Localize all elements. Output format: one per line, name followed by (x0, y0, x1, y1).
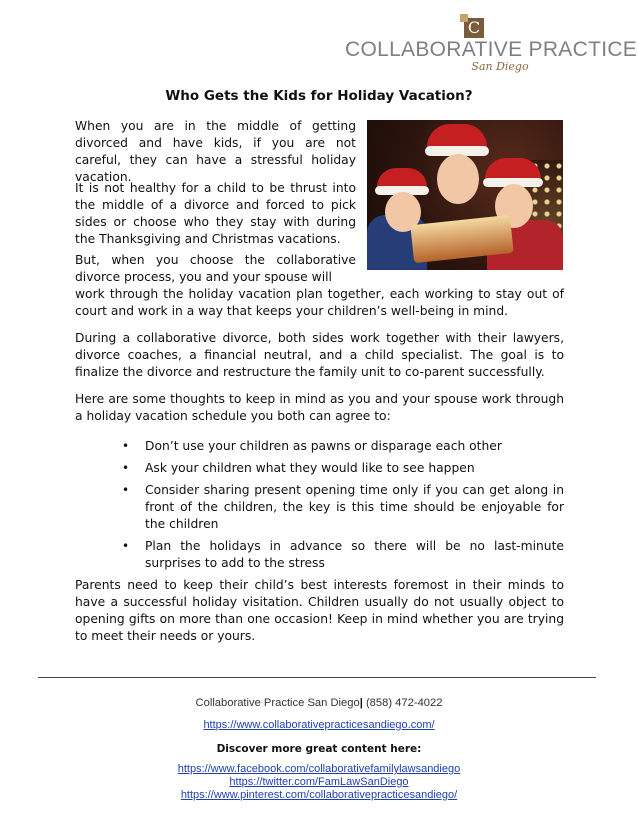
family-holiday-photo (367, 120, 563, 270)
contact-name: Collaborative Practice San Diego (195, 697, 360, 709)
list-item: • Plan the holidays in advance so there will be no last-minute surprises to add to the stress (120, 538, 564, 572)
list-item: • Ask your children what they would like to see happen (120, 460, 564, 477)
pinterest-link[interactable]: https://www.pinterest.com/collaborativepracticesandiego/ (180, 789, 458, 801)
paragraph-4: During a collaborative divorce, both sides work together with their lawyers, divorce coaches, a financial neutral, and a child specialist. The goal is to finalize the divorce and restructure the family unit to co-parent successfully. (75, 331, 564, 379)
paragraph-5: Here are some thoughts to keep in mind as you and your spouse work through a holiday vacation schedule you both can agree to: (75, 392, 564, 423)
contact-phone: (858) 472-4022 (362, 697, 443, 709)
paragraph-3-end: work through the holiday vacation plan together, each working to stay out of court and work in a way that keeps your children’s well-being in mind. (75, 287, 564, 318)
footer-website-row (0, 713, 638, 732)
list-item: • Don’t use your children as pawns or disparage each other (120, 438, 564, 455)
brand-logo (345, 18, 638, 73)
logo-mark: C (464, 18, 484, 38)
list-item: • Consider sharing present opening time only if you can get along in front of the children, the key is this time should be enjoyable for the children (120, 482, 564, 533)
paragraph-6: Parents need to keep their child’s best interests foremost in their minds to have a successful holiday visitation. Children usually do not usually object to opening gifts on more than one occasion! Keep in mind whether you are trying to meet their needs or yours. (75, 578, 564, 643)
logo-subtitle: San Diego (471, 60, 529, 73)
mother-face (437, 154, 479, 204)
twitter-link[interactable]: https://twitter.com/FamLawSanDiego (229, 776, 409, 788)
website-link[interactable]: https://www.collaborativepracticesandiego.com/ (203, 719, 435, 731)
discover-heading: Discover more great content here: (216, 743, 422, 755)
footer-pinterest-row (0, 783, 638, 802)
paragraph-3-start: But, when you choose the collaborative divorce process, you and your spouse will (75, 253, 356, 284)
footer-contact (0, 697, 638, 709)
page-title: Who Gets the Kids for Holiday Vacation? (165, 88, 473, 104)
contact-separator: | (359, 697, 363, 709)
paragraph-2: It is not healthy for a child to be thrust into the middle of a divorce and forced to pick sides or choose who they stay with during the Thanksgiving and Christmas vacations. (75, 181, 356, 246)
paragraph-1: When you are in the middle of getting divorced and have kids, if you are not careful, they can have a stressful holiday vacation. (75, 119, 356, 184)
tips-list (120, 438, 564, 577)
logo-name: COLLABORATIVE PRACTICE (345, 38, 638, 61)
footer-divider (38, 677, 596, 678)
facebook-link[interactable]: https://www.facebook.com/collaborativefamilylawsandiego (177, 763, 461, 775)
